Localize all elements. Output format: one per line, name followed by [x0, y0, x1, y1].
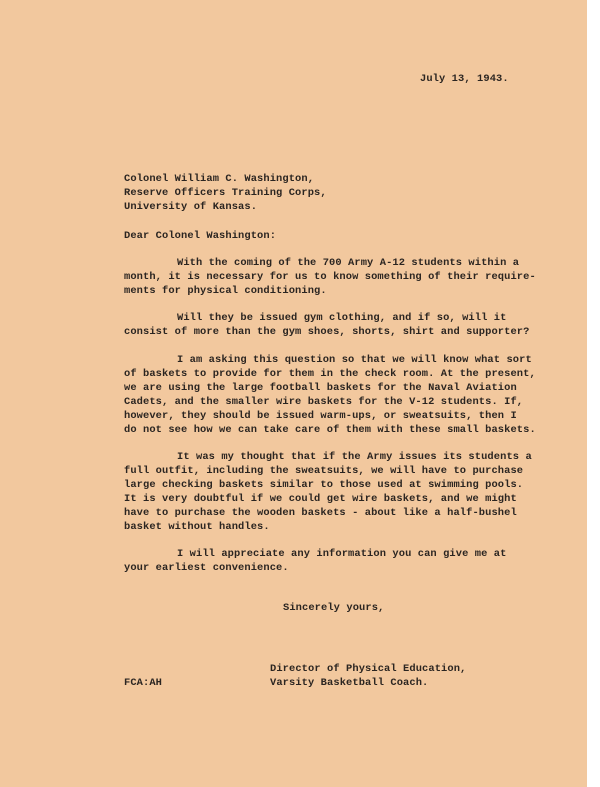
body-line: I am asking this question so that we will know what sort — [177, 354, 532, 366]
recipient-line: University of Kansas. — [124, 201, 258, 213]
body-line: month, it is necessary for us to know something of their require- — [124, 271, 536, 283]
body-line: large checking baskets similar to those used at swimming pools. — [124, 479, 524, 491]
body-line: full outfit, including the sweatsuits, we will have to purchase — [124, 465, 524, 477]
body-line: With the coming of the 700 Army A-12 students within a — [177, 257, 520, 269]
body-line: ments for physical conditioning. — [124, 285, 327, 297]
body-line: have to purchase the wooden baskets - about like a half-bushel — [124, 507, 517, 519]
body-line: Cadets, and the smaller wire baskets for the V-12 students. If, — [124, 396, 524, 408]
typist-initials: FCA:AH — [124, 677, 163, 689]
closing: Sincerely yours, — [283, 602, 385, 614]
body-line: of baskets to provide for them in the check room. At the present, — [124, 368, 536, 380]
recipient-line: Reserve Officers Training Corps, — [124, 187, 327, 199]
body-line: basket without handles. — [124, 521, 270, 533]
body-line: however, they should be issued warm-ups, or sweatsuits, then I — [124, 410, 517, 422]
body-line: your earliest convenience. — [124, 562, 289, 574]
body-line: It is very doubtful if we could get wire baskets, and we might — [124, 493, 517, 505]
letter-date: July 13, 1943. — [420, 73, 509, 85]
body-line: do not see how we can take care of them with these small baskets. — [124, 424, 536, 436]
signature-title-line: Varsity Basketball Coach. — [270, 677, 429, 689]
body-line: we are using the large football baskets for the Naval Aviation — [124, 382, 517, 394]
salutation: Dear Colonel Washington: — [124, 230, 277, 242]
body-line: Will they be issued gym clothing, and if so, will it — [177, 312, 507, 324]
body-line: I will appreciate any information you can give me at — [177, 548, 507, 560]
recipient-line: Colonel William C. Washington, — [124, 173, 315, 185]
signature-title-line: Director of Physical Education, — [270, 663, 467, 675]
body-line: It was my thought that if the Army issues its students a — [177, 451, 532, 463]
body-line: consist of more than the gym shoes, shorts, shirt and supporter? — [124, 326, 530, 338]
